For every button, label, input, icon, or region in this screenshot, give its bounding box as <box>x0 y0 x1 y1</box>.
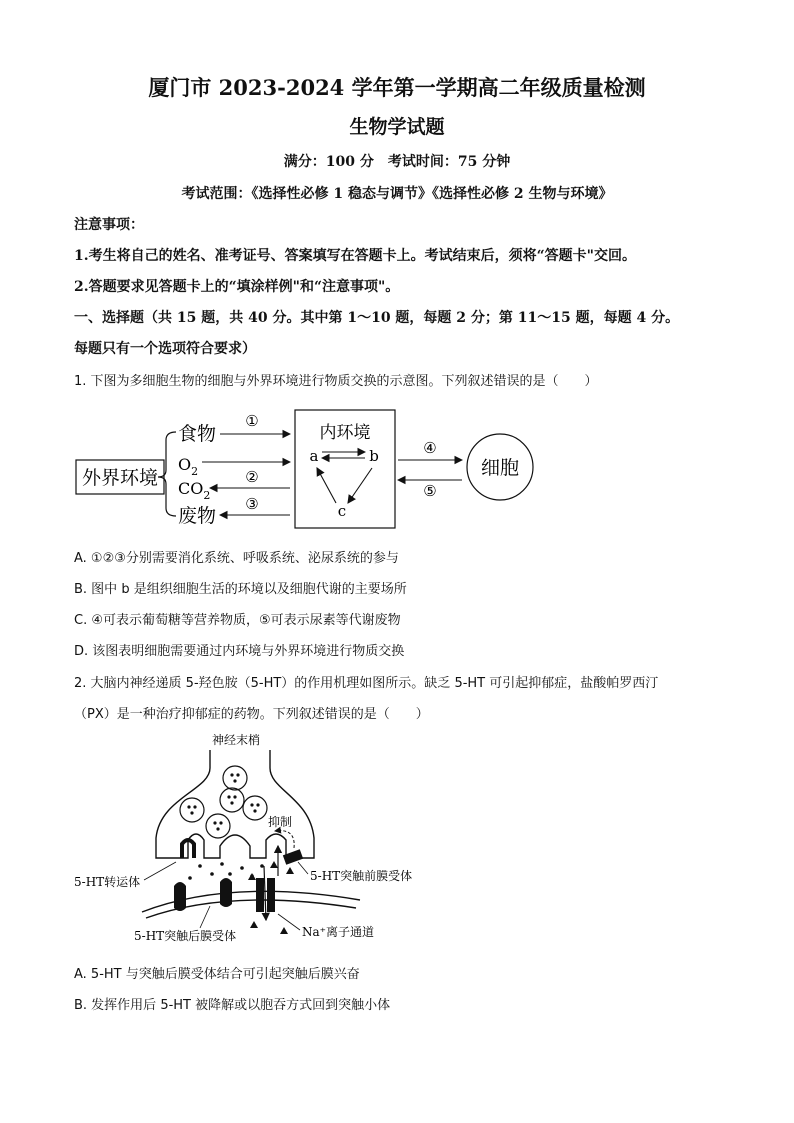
pre-receptor-label: 5-HT突触前膜受体 <box>310 869 413 883</box>
outside-label: 外界环境 <box>81 467 159 489</box>
q1-option-a: A. ①②③分别需要消化系统、呼吸系统、泌尿系统的参与 <box>74 551 399 566</box>
na-channel-label: Na⁺离子通道 <box>302 925 374 939</box>
score-time: 满分：100 分 考试时间：75 分钟 <box>283 154 511 170</box>
q1-option-b: B. 图中 b 是组织细胞生活的环境以及细胞代谢的主要场所 <box>74 582 407 597</box>
node-c: c <box>337 502 347 520</box>
q2-option-b: B. 发挥作用后 5-HT 被降解或以胞吞方式回到突触小体 <box>74 998 391 1013</box>
q1-stem: 1. 下图为多细胞生物的细胞与外界环境进行物质交换的示意图。下列叙述错误的是（ ） <box>74 374 598 389</box>
q2-stem-line1: 2. 大脑内神经递质 5-羟色胺（5-HT）的作用机理如图所示。缺乏 5-HT 可引起抑郁症，盐酸帕罗西汀 <box>74 676 659 691</box>
internal-label: 内环境 <box>319 423 371 443</box>
post-receptors <box>174 878 232 911</box>
num-3: ③ <box>245 495 259 513</box>
num-2: ② <box>245 468 259 486</box>
co2-label: $CO_2$ <box>178 479 211 502</box>
notes-heading: 注意事项： <box>74 217 144 233</box>
q1-option-c: C. ④可表示葡萄糖等营养物质，⑤可表示尿素等代谢废物 <box>74 613 401 628</box>
num-4: ④ <box>423 439 437 457</box>
inhibit-label: 抑制 <box>268 815 293 829</box>
post-receptor-label: 5-HT突触后膜受体 <box>134 929 237 943</box>
food-label: 食物 <box>178 423 217 445</box>
exam-subtitle: 生物学试题 <box>349 116 445 138</box>
cell-label: 细胞 <box>480 457 520 479</box>
note-item-2: 2.答题要求见答题卡上的“填涂样例"和“注意事项"。 <box>74 279 400 295</box>
waste-label: 废物 <box>178 505 217 527</box>
o2-label: $O_2$ <box>178 455 199 478</box>
section-heading-line2: 每题只有一个选项符合要求） <box>74 341 256 357</box>
q2-diagram <box>70 728 430 948</box>
num-1: ① <box>245 412 259 430</box>
synaptic-vesicles <box>180 766 267 838</box>
exam-title: 厦门市 2023-2024 学年第一学期高二年级质量检测 <box>148 75 646 100</box>
q2-stem-line2: （PX）是一种治疗抑郁症的药物。下列叙述错误的是（ ） <box>74 707 429 722</box>
na-channel-shape <box>256 878 264 912</box>
num-5: ⑤ <box>423 482 437 500</box>
section-heading-line1: 一、选择题（共 15 题，共 40 分。其中第 1～10 题，每题 2 分；第 11～15 题，每题 4 分。 <box>74 310 680 326</box>
q2-option-a: A. 5-HT 与突触后膜受体结合可引起突触后膜兴奋 <box>74 967 360 982</box>
note-item-1: 1.考生将自己的姓名、准考证号、答案填写在答题卡上。考试结束后，须将“答题卡"交回。 <box>74 248 636 264</box>
q1-diagram <box>70 400 550 535</box>
node-b: b <box>369 447 379 465</box>
bracket <box>158 432 176 516</box>
transporter-label: 5-HT转运体 <box>74 875 141 889</box>
exam-scope: 考试范围：《选择性必修 1 稳态与调节》《选择性必修 2 生物与环境》 <box>181 186 613 202</box>
nerve-ending-label: 神经末梢 <box>212 733 261 747</box>
q1-option-d: D. 该图表明细胞需要通过内环境与外界环境进行物质交换 <box>74 644 405 659</box>
node-a: a <box>309 447 319 465</box>
